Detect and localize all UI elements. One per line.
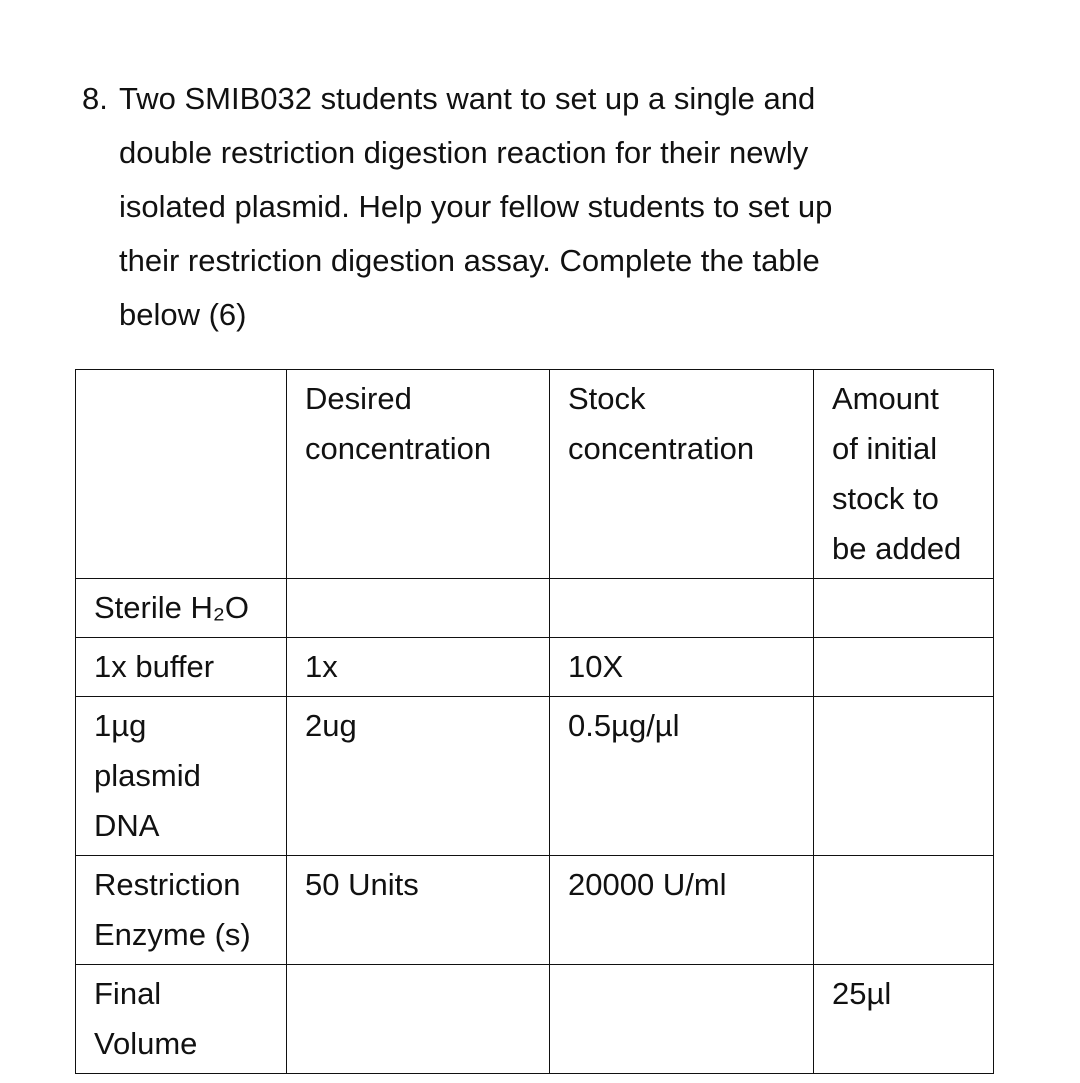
cell-stock: 0.5µg/µl <box>550 697 814 856</box>
table-row <box>76 965 994 1074</box>
cell-amount <box>814 856 994 965</box>
table-row <box>76 638 994 697</box>
cell-amount <box>814 697 994 856</box>
question-number: 8. <box>82 81 108 116</box>
cell-stock <box>550 965 814 1074</box>
cell-stock <box>550 579 814 638</box>
cell-desired <box>287 579 550 638</box>
cell-desired <box>287 965 550 1074</box>
header-stock-concentration: Stock concentration <box>550 370 814 579</box>
table-header-row <box>76 370 994 579</box>
row-label-sterile-water: Sterile H₂O <box>76 579 287 638</box>
cell-amount <box>814 579 994 638</box>
cell-desired: 50 Units <box>287 856 550 965</box>
cell-stock: 10X <box>550 638 814 697</box>
row-label-plasmid-dna: 1µg plasmid DNA <box>76 697 287 856</box>
question-block <box>82 72 942 342</box>
table-row <box>76 579 994 638</box>
restriction-digestion-table <box>75 369 994 1074</box>
row-label-final-volume: Final Volume <box>76 965 287 1074</box>
row-label-restriction-enzyme: Restriction Enzyme (s) <box>76 856 287 965</box>
cell-desired: 2ug <box>287 697 550 856</box>
header-amount-to-add: Amount of initial stock to be added <box>814 370 994 579</box>
cell-desired: 1x <box>287 638 550 697</box>
table-row <box>76 856 994 965</box>
header-desired-concentration: Desired concentration <box>287 370 550 579</box>
question-text: Two SMIB032 students want to set up a single and double restriction digestion reaction for their newly isolated plasmid. Help your fellow students to set up their restriction digestion assay. Complete the table below (6) <box>119 81 833 332</box>
table-row <box>76 697 994 856</box>
cell-stock: 20000 U/ml <box>550 856 814 965</box>
cell-amount: 25µl <box>814 965 994 1074</box>
cell-amount <box>814 638 994 697</box>
row-label-buffer: 1x buffer <box>76 638 287 697</box>
header-cell-blank <box>76 370 287 579</box>
